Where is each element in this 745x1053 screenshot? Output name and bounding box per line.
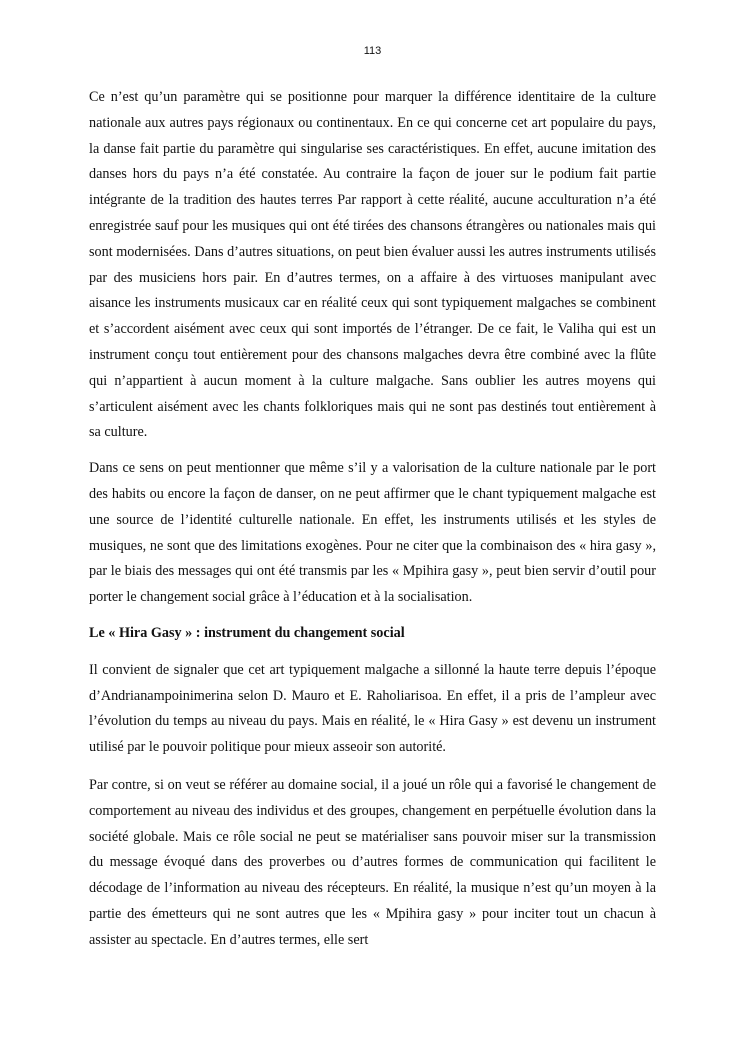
paragraph-2: Dans ce sens on peut mentionner que même s’il y a valorisation de la culture nationale par le port des habits ou encore la façon de danser, on ne peut affirmer que le chant typiquement malgache est une source de l’identité culturelle nationale. En effet, les instruments utilisés et les styles de musiques, ne sont que des limitations exogènes. Pour ne citer que la combinaison des « hira gasy », par le biais des messages qui ont été transmis par les « Mpihira gasy », peut bien servir d’outil pour porter le changement social grâce à l’éducation et à la socialisation. — [89, 460, 656, 606]
paragraph-1: Ce n’est qu’un paramètre qui se positionne pour marquer la différence identitaire de la culture nationale aux autres pays régionaux ou continentaux. En ce qui concerne cet art populaire du pays, la danse fait partie du paramètre qui singularise ses caractéristiques. En effet, aucune imitation des danses hors du pays n’a été constatée. Au contraire la façon de jouer sur le podium fait partie intégrante de la tradition des hautes terres Par rapport à cette réalité, aucune acculturation n’a été enregistrée sauf pour les musiques qui ont été tirées des chansons étrangères ou nationales mais qui sont modernisées. Dans d’autres situations, on peut bien évaluer aussi les autres instruments utilisés par des musiciens hors pair. En d’autres termes, on a affaire à des virtuoses manipulant avec aisance les instruments musicaux car en réalité ceux qui sont typiquement malgaches se combinent et s’accordent aisément avec ceux qui sont importés de l’étranger. De ce fait, le Valiha qui est un instrument conçu tout entièrement pour des chansons malgaches devra être combiné avec la flûte qui n’appartient à aucun moment à la culture malgache. Sans oublier les autres moyens qui s’articulent aisément avec les chants folkloriques mais qui ne sont pas destinés tout entièrement à sa culture. — [89, 89, 656, 441]
document-body — [89, 85, 656, 954]
paragraph-3: Il convient de signaler que cet art typiquement malgache a sillonné la haute terre depuis l’époque d’Andrianampoinimerina selon D. Mauro et E. Raholiarisoa. En effet, il a pris de l’ampleur avec l’évolution du temps au niveau du pays. Mais en réalité, le « Hira Gasy » est devenu un instrument utilisé par le pouvoir politique pour mieux asseoir son autorité. — [89, 661, 656, 756]
section-heading: Le « Hira Gasy » : instrument du changement social — [89, 624, 405, 641]
page-number: 113 — [363, 45, 382, 57]
paragraph-4: Par contre, si on veut se référer au domaine social, il a joué un rôle qui a favorisé le changement de comportement au niveau des individus et des groupes, changement en perpétuelle évolution dans la société globale. Mais ce rôle social ne peut se matérialiser sans pouvoir miser sur la transmission du message évoqué dans des proverbes ou d’autres formes de communication qui facilitent le décodage de l’information au niveau des récepteurs. En réalité, la musique n’est qu’un moyen à la partie des émetteurs qui ne sont autres que les « Mpihira gasy » pour inciter tout un chacun à assister au spectacle. En d’autres termes, elle sert — [89, 776, 656, 948]
